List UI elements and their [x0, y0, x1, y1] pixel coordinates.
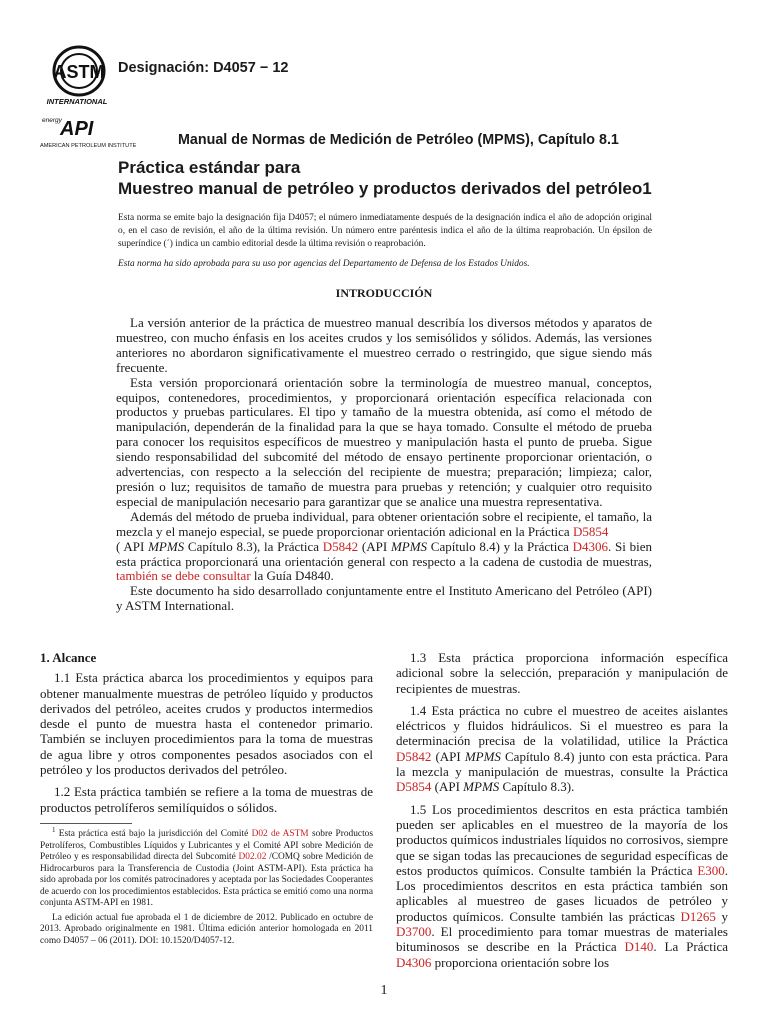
right-column [396, 650, 728, 977]
footnotes [40, 825, 374, 950]
text-run: Capítulo 8.4) junto con esta práctica. Para la mezcla y manipulación de muestras, consulte la Práctica [396, 748, 729, 780]
issuance-note: Esta norma se emite bajo la designación fija D4057; el número inmediatamente después de la designación indica el año de adopción original o, en el caso de revisión, el año de la última revisión. Un número entre paréntesis indica el año de la última reaprobación. Un épsilon de superíndice (´) indica un cambio editorial desde la última revisión o reaprobación. [118, 213, 652, 249]
intro-paragraph-4: Este documento ha sido desarrollado conjuntamente entre el Instituto Americano del Petróleo (API) y ASTM International. [116, 583, 652, 614]
reference-link-d5842[interactable]: D5842 [322, 538, 359, 554]
reference-link-consult[interactable]: también se debe consultar [116, 568, 251, 584]
page-number: 1 [380, 983, 388, 998]
intro-paragraph-1: La versión anterior de la práctica de muestreo manual describía los diversos métodos y aparatos de muestreo, con mucho énfasis en los aceites crudos y los semisólidos y sólidos. Además, las versiones anteriores no abordaron significativamente el muestreo cerrado o restringido, que sigue siendo más frecuente. [116, 315, 652, 375]
api-logo-prefix: energy [42, 117, 62, 124]
reference-link-d5842[interactable]: D5842 [396, 748, 432, 764]
dod-approval-note: Esta norma ha sido aprobada para su uso por agencias del Departamento de Defensa de los Estados Unidos. [118, 259, 530, 269]
api-logo-subtext: AMERICAN PETROLEUM INSTITUTE [40, 143, 137, 149]
section-1-4 [396, 703, 728, 795]
reference-link-d3700[interactable]: D3700 [396, 924, 432, 940]
intro-heading: INTRODUCCIÓN [335, 286, 433, 300]
astm-logo [42, 44, 112, 110]
text-run: . Si bien esta práctica proporcionará una orientación general con respecto a la cadena de custodia de muestras, [116, 538, 652, 569]
astm-logo-subtext: INTERNATIONAL [46, 97, 108, 106]
text-run: sobre Productos Petrolíferos, Combustibles Líquidos y Lubricantes y el Comité API sobre Medición de Petróleo y es responsabilidad directa del Subcomité [40, 829, 374, 862]
text-run: ( API [116, 538, 145, 554]
introduction [116, 316, 652, 614]
left-column [40, 650, 373, 815]
intro-paragraph-3 [116, 510, 652, 585]
api-logo [40, 114, 180, 150]
text-run: la Guía D4840. [253, 568, 334, 584]
text-run: Esta práctica está bajo la jurisdicción del Comité [58, 829, 249, 839]
reference-link-d5854[interactable]: D5854 [572, 523, 609, 539]
section-1-2: 1.2 Esta práctica también se refiere a la toma de muestras de productos petrolíferos semilíquidos o sólidos. [40, 784, 373, 815]
footnote-1 [40, 825, 374, 910]
text-run: 1.5 Los procedimientos descritos en esta práctica también pueden ser aplicables en el muestreo de la mayoría de los productos químicos industriales líquidos no corrosivos, siempre que se sigan todas las precauciones de seguridad específicas de estos productos químicos. Consulte también la Práctica [396, 801, 728, 878]
text-run: (API [361, 538, 388, 554]
title-line-2: Muestreo manual de petróleo y productos derivados del petróleo1 [118, 179, 652, 198]
text-run: Capítulo 8.4) y la Práctica [430, 538, 569, 554]
reference-link-d02[interactable]: D02 de ASTM [251, 829, 309, 839]
designation [118, 60, 288, 76]
reference-link-d4306[interactable]: D4306 [572, 538, 609, 554]
text-run: . El procedimiento para tomar muestras de materiales bituminosos se describe en la Práctica [396, 924, 728, 955]
reference-link-d02-02[interactable]: D02.02 [238, 852, 267, 862]
text-run: . La Práctica [653, 939, 728, 955]
reference-link-d5854[interactable]: D5854 [396, 779, 432, 795]
text-run: Capítulo 8.3), la Práctica [187, 538, 320, 554]
footnote-mark: 1 [52, 825, 56, 834]
title-line-1: Práctica estándar para [118, 158, 301, 177]
text-run: Capítulo 8.3). [502, 779, 575, 795]
text-run: Además del método de prueba individual, para obtener orientación sobre el recipiente, el tamaño, la mezcla y el manejo especial, se puede proporcionar orientación adicional en la Práctica [116, 508, 652, 539]
astm-logo-text: ASTM [53, 62, 105, 82]
text-run: 1.4 Esta práctica no cubre el muestreo de aceites aislantes eléctricos y fluidos hidráulicos. Si el muestreo es para la determinación precisa de la volatilidad, utilice la Práctica [396, 702, 728, 749]
scope-heading: 1. Alcance [40, 650, 97, 665]
api-logo-text: API [60, 118, 94, 140]
footnote-divider [40, 823, 132, 824]
reference-link-d4306[interactable]: D4306 [396, 954, 432, 970]
reference-link-e300[interactable]: E300 [697, 862, 725, 878]
section-1-3: 1.3 Esta práctica proporciona información específica adicional sobre la selección, preparación y manipulación de recipientes de muestras. [396, 650, 728, 696]
designation-label: Designación: [118, 60, 210, 76]
text-run: y [721, 908, 729, 924]
section-1-5 [396, 802, 728, 970]
text-run: . Los procedimientos descritos en esta práctica también son aplicables al muestreo de gases licuados de petróleo y productos químicos. Consulte también las prácticas [396, 862, 729, 924]
intro-paragraph-2: Esta versión proporcionará orientación sobre la terminología de muestreo manual, conceptos, equipos, contenedores, procedimientos, y proporcionará orientación específica relacionada con productos y pruebas particulares. El tipo y tamaño de la muestra obtenida, así como el método de manipulación, dependerán de la finalidad para la que se haya tomado. Consulte el método de prueba para conocer los requisitos específicos de muestreo y manipulación hasta el punto de prueba. Sigue siendo responsabilidad del subcomité del método de ensayo pertinente proporcionar orientación, o advertencias, con respecto a la selección del recipiente de muestra; preparación; limpieza; calor, presión o luz; requisitos de tamaño de muestra para pruebas y retención; y cualquier otro requisito especial de manipulación necesario para garantizar que se analice una muestra representativa. [116, 374, 652, 509]
section-1-1: 1.1 Esta práctica abarca los procedimientos y equipos para obtener manualmente muestras de petróleo líquido y productos derivados del petróleo, aceites crudos y productos intermedios desde el punto de muestra hasta el contenedor primario. También se incluyen procedimientos para la toma de muestras de agua libre y otros componentes pesados asociados con el petróleo y los productos derivados del petróleo. [40, 670, 373, 778]
text-run: MPMS [148, 538, 185, 554]
text-run: proporciona orientación sobre los [434, 954, 610, 970]
text-run: /COMQ sobre Medición de Hidrocarburos para la Transferencia de Custodia (Joint ASTM-API). Esta práctica ha sido aprobada por los comités patrocinadores y aceptada por las Sociedades Cooperantes de acuerdo con los procedimientos establecidos. Esta práctica se emitió como una norma conjunta ASTM-API en 1981. [40, 852, 374, 908]
footnote-2: La edición actual fue aprobada el 1 de diciembre de 2012. Publicado en octubre de 2013. Aprobado originalmente en 1981. Última edición anterior homologada en 2011 como D4057 – 06 (2011). DOI: 10.1520/D4057-12. [40, 912, 373, 946]
text-run: MPMS [464, 748, 501, 764]
text-run: (API [434, 779, 460, 795]
manual-title: Manual de Normas de Medición de Petróleo (MPMS), Capítulo 8.1 [178, 132, 619, 148]
text-run: (API [435, 748, 461, 764]
reference-link-d1265[interactable]: D1265 [680, 908, 716, 924]
reference-link-d140[interactable]: D140 [624, 939, 654, 955]
text-run: MPMS [390, 538, 428, 554]
document-title [118, 157, 738, 199]
designation-value: D4057 − 12 [213, 60, 289, 76]
text-run: MPMS [463, 779, 500, 795]
